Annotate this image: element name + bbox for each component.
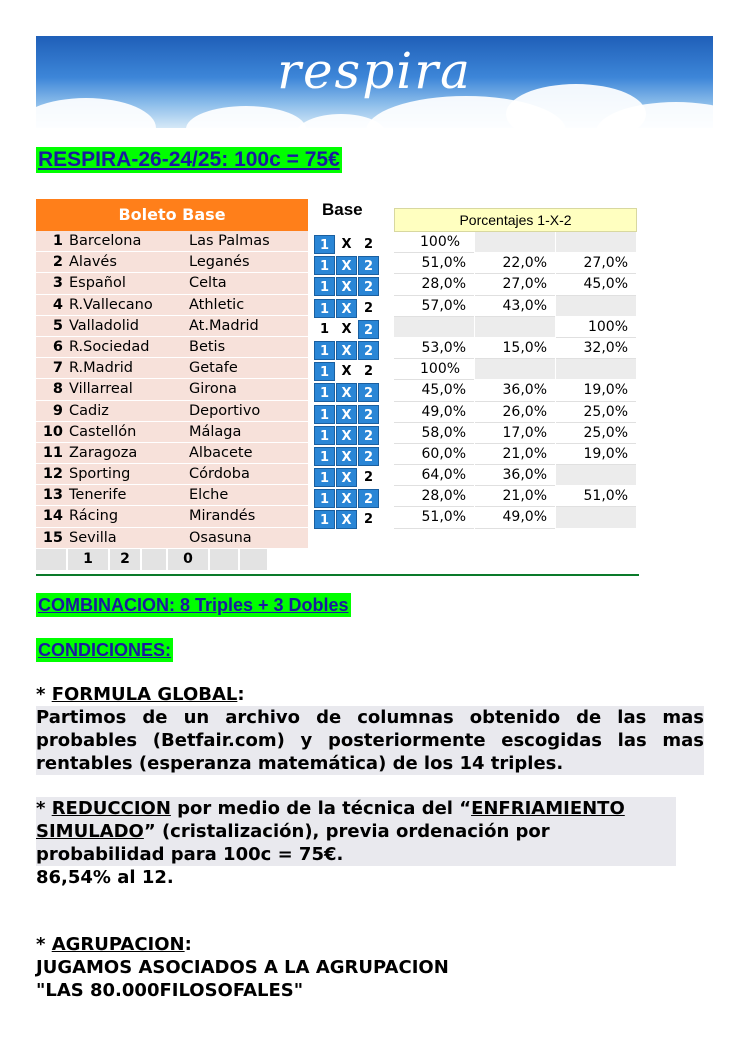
ticket-row: [36, 528, 308, 549]
ticket-footer-cell: 1: [68, 549, 108, 570]
sign-1: 1: [314, 383, 335, 402]
ticket-away: Las Palmas: [186, 231, 308, 252]
sign-1: 1: [314, 341, 335, 360]
agrupacion-line1: JUGAMOS ASOCIADOS A LA AGRUPACION: [36, 957, 449, 978]
percentage-cell: 17,0%: [475, 423, 555, 444]
formula-heading: FORMULA GLOBAL: [51, 684, 238, 705]
percentage-cell: 32,0%: [556, 338, 636, 359]
percentage-cell: 19,0%: [556, 444, 636, 465]
ticket-footer-cell: [36, 549, 66, 570]
ticket-row: [36, 443, 308, 464]
percentages-row: [394, 296, 637, 317]
percentage-cell: [394, 317, 474, 338]
sign-2: 2: [363, 470, 374, 486]
sign-x: X: [341, 364, 352, 380]
ticket-title: Boleto Base: [36, 199, 308, 231]
sign-x: X: [336, 299, 357, 318]
percentage-cell: 25,0%: [556, 402, 636, 423]
percentage-cell: 28,0%: [394, 274, 474, 295]
percentage-cell: 100%: [394, 359, 474, 380]
ticket-num: 2: [36, 252, 66, 273]
boleto-base-ticket: [36, 199, 308, 570]
ticket-home: Villarreal: [66, 379, 186, 400]
ticket-footer-cell: [210, 549, 238, 570]
percentages-row: [394, 423, 637, 444]
percentage-cell: 51,0%: [394, 253, 474, 274]
ticket-away: Betis: [186, 337, 308, 358]
sign-x: X: [336, 447, 357, 466]
ticket-row: [36, 252, 308, 273]
sign-x: X: [336, 256, 357, 275]
ticket-num: 11: [36, 443, 66, 464]
percentage-cell: [556, 296, 636, 317]
agrupacion-star: *: [36, 934, 52, 955]
ticket-home: Zaragoza: [66, 443, 186, 464]
formula-section: [36, 683, 704, 775]
percentage-cell: 25,0%: [556, 423, 636, 444]
sign-x: X: [336, 341, 357, 360]
percentage-cell: 36,0%: [475, 465, 555, 486]
ticket-row: [36, 295, 308, 316]
percentage-cell: 27,0%: [475, 274, 555, 295]
percentage-cell: 49,0%: [475, 507, 555, 528]
sign-2: 2: [358, 383, 379, 402]
sign-2: 2: [358, 256, 379, 275]
ticket-away: Córdoba: [186, 464, 308, 485]
percentages-row: [394, 317, 637, 338]
ticket-num: 1: [36, 231, 66, 252]
percentages-row: [394, 359, 637, 380]
formula-star: *: [36, 684, 52, 705]
conditions-heading: [36, 638, 173, 663]
banner-logo-text: respira: [277, 42, 472, 100]
reduccion-line2: 86,54% al 12.: [36, 867, 174, 888]
ticket-num: 7: [36, 358, 66, 379]
ticket-away: Getafe: [186, 358, 308, 379]
ticket-num: 6: [36, 337, 66, 358]
ticket-num: 4: [36, 295, 66, 316]
sign-1: 1: [314, 362, 335, 381]
ticket-away: Girona: [186, 379, 308, 400]
ticket-footer-cell: 0: [168, 549, 208, 570]
percentages-row: [394, 444, 637, 465]
sign-1: 1: [319, 321, 330, 337]
percentage-cell: 28,0%: [394, 486, 474, 507]
percentage-cell: 60,0%: [394, 444, 474, 465]
ticket-home: Rácing: [66, 506, 186, 527]
signs-row: [314, 340, 386, 361]
ticket-away: Osasuna: [186, 528, 308, 549]
ticket-away: At.Madrid: [186, 316, 308, 337]
sign-x: X: [336, 405, 357, 424]
sign-2: 2: [358, 426, 379, 445]
signs-row: [314, 361, 386, 382]
ticket-home: Tenerife: [66, 485, 186, 506]
percentage-cell: 21,0%: [475, 444, 555, 465]
percentage-cell: 21,0%: [475, 486, 555, 507]
percentages-row: [394, 402, 637, 423]
percentage-cell: 53,0%: [394, 338, 474, 359]
ticket-row: [36, 231, 308, 252]
ticket-away: Elche: [186, 485, 308, 506]
signs-row: [314, 298, 386, 319]
agrupacion-colon: :: [184, 934, 192, 955]
ticket-away: Celta: [186, 273, 308, 294]
ticket-num: 3: [36, 273, 66, 294]
percentages-title: Porcentajes 1-X-2: [394, 208, 637, 232]
sign-2: 2: [358, 277, 379, 296]
percentage-cell: [556, 465, 636, 486]
sign-1: 1: [314, 405, 335, 424]
ticket-home: Cadiz: [66, 401, 186, 422]
percentage-cell: [556, 359, 636, 380]
percentages-table: [394, 208, 637, 529]
signs-row: [314, 404, 386, 425]
percentage-cell: [475, 359, 555, 380]
ticket-home: R.Madrid: [66, 358, 186, 379]
sign-1: 1: [314, 299, 335, 318]
sign-2: 2: [363, 512, 374, 528]
sign-2: 2: [363, 237, 374, 252]
percentage-cell: 51,0%: [394, 507, 474, 528]
reduccion-star: *: [36, 798, 52, 819]
percentages-row: [394, 274, 637, 295]
sign-2: 2: [358, 320, 379, 339]
ticket-home: Barcelona: [66, 231, 186, 252]
ticket-num: 10: [36, 422, 66, 443]
ticket-row: [36, 273, 308, 294]
ticket-home: R.Vallecano: [66, 295, 186, 316]
base-label: Base: [322, 200, 363, 219]
percentage-cell: [556, 507, 636, 528]
ticket-num: 8: [36, 379, 66, 400]
sign-1: 1: [314, 277, 335, 296]
ticket-footer: [36, 549, 308, 570]
ticket-row: [36, 422, 308, 443]
ticket-row: [36, 337, 308, 358]
percentage-cell: [556, 232, 636, 253]
ticket-row: [36, 506, 308, 527]
conditions-text: CONDICIONES:: [38, 640, 172, 660]
percentage-cell: 100%: [394, 232, 474, 253]
ticket-away: Albacete: [186, 443, 308, 464]
ticket-row: [36, 358, 308, 379]
percentages-row: [394, 338, 637, 359]
ticket-row: [36, 316, 308, 337]
sign-x: X: [336, 426, 357, 445]
sign-x: X: [336, 468, 357, 487]
sign-1: 1: [314, 447, 335, 466]
combination-line: [36, 593, 351, 618]
signs-row: [314, 509, 386, 530]
percentage-cell: 45,0%: [394, 380, 474, 401]
agrupacion-line2: "LAS 80.000FILOSOFALES": [36, 980, 304, 1001]
sign-x: X: [336, 383, 357, 402]
percentage-cell: 49,0%: [394, 402, 474, 423]
sign-1: 1: [314, 489, 335, 508]
reduccion-text1: por medio de la técnica del “: [170, 798, 472, 819]
signs-row: [314, 276, 386, 297]
percentage-cell: 36,0%: [475, 380, 555, 401]
formula-body: Partimos de un archivo de columnas obtenido de las mas probables (Betfair.com) y posteriormente escogidas las mas rentables (esperanza matemática) de los 14 triples.: [36, 707, 704, 774]
percentages-row: [394, 507, 637, 528]
divider: [36, 574, 639, 576]
sign-2: 2: [358, 489, 379, 508]
percentage-cell: 15,0%: [475, 338, 555, 359]
signs-row: [314, 319, 386, 340]
ticket-num: 12: [36, 464, 66, 485]
percentage-cell: 64,0%: [394, 465, 474, 486]
sign-1: 1: [314, 426, 335, 445]
sign-1: 1: [314, 235, 335, 254]
ticket-num: 5: [36, 316, 66, 337]
signs-row: [314, 234, 386, 255]
title-highlight: RESPIRA-26-24/25: 100c = 75€: [38, 148, 340, 171]
percentage-cell: 45,0%: [556, 274, 636, 295]
percentage-cell: 51,0%: [556, 486, 636, 507]
signs-row: [314, 255, 386, 276]
percentage-cell: 58,0%: [394, 423, 474, 444]
percentages-rows: [394, 232, 637, 529]
percentage-cell: 100%: [556, 317, 636, 338]
ticket-num: 13: [36, 485, 66, 506]
ticket-away: Deportivo: [186, 401, 308, 422]
ticket-footer-cell: [142, 549, 166, 570]
reduccion-heading: REDUCCION: [51, 798, 171, 819]
ticket-home: Valladolid: [66, 316, 186, 337]
ticket-away: Málaga: [186, 422, 308, 443]
respira-banner: [36, 36, 713, 128]
sign-1: 1: [314, 510, 335, 529]
signs-row: [314, 467, 386, 488]
sign-x: X: [341, 237, 352, 252]
ticket-home: Sevilla: [66, 528, 186, 549]
ticket-footer-cell: [240, 549, 267, 570]
ticket-row: [36, 379, 308, 400]
ticket-home: Español: [66, 273, 186, 294]
ticket-rows: [36, 231, 308, 549]
percentages-row: [394, 380, 637, 401]
sign-x: X: [336, 510, 357, 529]
ticket-away: Athletic: [186, 295, 308, 316]
agrupacion-section: [36, 933, 704, 1002]
percentage-cell: [475, 317, 555, 338]
ticket-num: 9: [36, 401, 66, 422]
percentage-cell: 27,0%: [556, 253, 636, 274]
percentages-row: [394, 232, 637, 253]
signs-row: [314, 425, 386, 446]
combination-text: COMBINACION: 8 Triples + 3 Dobles: [38, 595, 349, 615]
sign-1: 1: [314, 256, 335, 275]
ticket-num: 15: [36, 528, 66, 549]
ticket-away: Mirandés: [186, 506, 308, 527]
ticket-home: Alavés: [66, 252, 186, 273]
percentage-cell: 22,0%: [475, 253, 555, 274]
ticket-home: R.Sociedad: [66, 337, 186, 358]
sign-1: 1: [314, 468, 335, 487]
sign-x: X: [341, 321, 352, 337]
reduccion-text2: ” (cristalización), previa ordenación por probabilidad para 100c = 75€.: [36, 821, 550, 865]
sign-2: 2: [363, 364, 374, 380]
percentage-cell: [475, 232, 555, 253]
formula-colon: :: [237, 684, 245, 705]
reduccion-section: [36, 797, 676, 889]
percentage-cell: 43,0%: [475, 296, 555, 317]
reduccion-highlight: ENFRIAMIENTO SIMULADO: [36, 798, 625, 842]
sign-2: 2: [363, 300, 374, 316]
ticket-footer-cell: 2: [110, 549, 140, 570]
ticket-away: Leganés: [186, 252, 308, 273]
ticket-row: [36, 485, 308, 506]
percentages-row: [394, 253, 637, 274]
percentages-row: [394, 486, 637, 507]
agrupacion-heading: AGRUPACION: [51, 934, 185, 955]
signs-row: [314, 488, 386, 509]
ticket-home: Sporting: [66, 464, 186, 485]
percentage-cell: 57,0%: [394, 296, 474, 317]
ticket-num: 14: [36, 506, 66, 527]
percentages-row: [394, 465, 637, 486]
percentage-cell: 19,0%: [556, 380, 636, 401]
sign-x: X: [336, 277, 357, 296]
sign-2: 2: [358, 341, 379, 360]
signs-row: [314, 382, 386, 403]
ticket-row: [36, 401, 308, 422]
page-title: [36, 146, 342, 173]
sign-2: 2: [358, 447, 379, 466]
signs-grid: [314, 234, 386, 531]
sign-x: X: [336, 489, 357, 508]
percentage-cell: 26,0%: [475, 402, 555, 423]
sign-2: 2: [358, 405, 379, 424]
signs-row: [314, 446, 386, 467]
ticket-home: Castellón: [66, 422, 186, 443]
ticket-row: [36, 464, 308, 485]
